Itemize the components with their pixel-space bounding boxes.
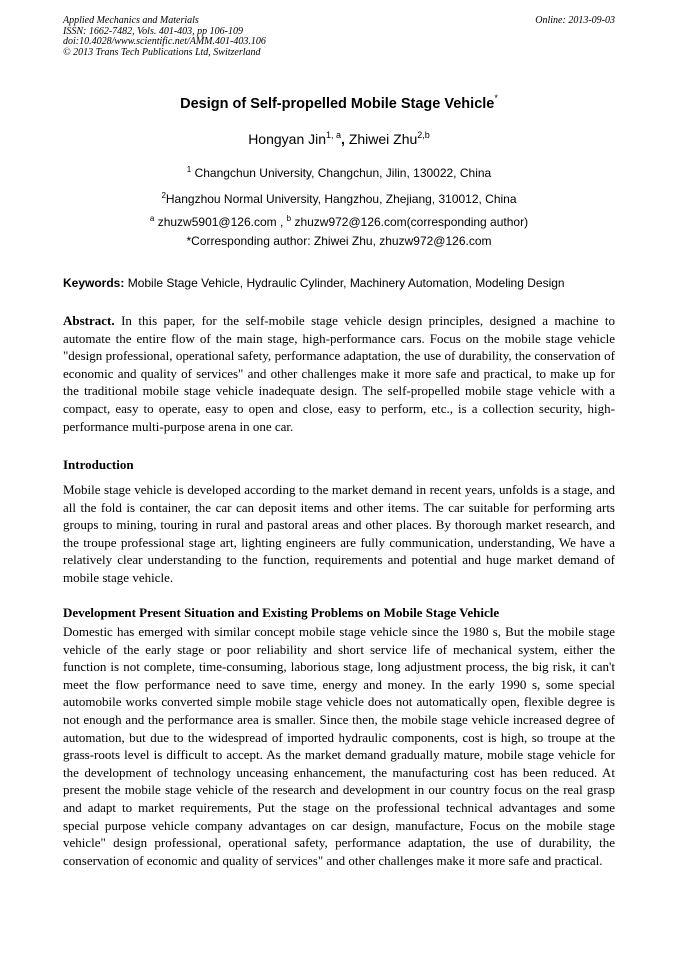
author-name: Hongyan Jin <box>248 131 327 147</box>
issn-line: ISSN: 1662-7482, Vols. 401-403, pp 106-109 <box>63 25 243 37</box>
journal-header <box>63 16 615 58</box>
abstract-label: Abstract. <box>63 313 115 328</box>
abstract-text: In this paper, for the self-mobile stage vehicle design principles, designed a machine to automate the entire flow of the main stage, high-performance cars. Focus on the mobile stage vehicle "design professional, operational safety, performance adaptation, the use of durability, the conservation of economic and quality of services" and other challenges make it more safe and practical, to make up for the traditional mobile stage vehicle inadequate design. The self-propelled mobile stage vehicle with a compact, easy to operate, easy to open and close, easy to perform, etc., is a collection security, high-performance multi-purpose arena in one car. <box>63 313 616 434</box>
affiliation-sup: 1 <box>186 165 192 174</box>
author-list <box>0 130 678 147</box>
email-sup-a: a <box>149 214 155 223</box>
email-line <box>0 214 678 229</box>
paper-title-text: Design of Self-propelled Mobile Stage Vehicle <box>180 96 495 112</box>
author-affil-sup: 2,b <box>417 130 430 140</box>
keywords-line <box>63 276 615 290</box>
paper-title <box>0 93 678 112</box>
introduction-body <box>63 481 615 587</box>
email-a: zhuzw5901@126.com , <box>157 215 284 229</box>
introduction-text: Mobile stage vehicle is developed according to the market demand in recent years, unfolds is a stage, and all the fold is container, the car can deposit items and other items. The car suitable for performing arts groups to mining, touring in rural and pastoral areas and other places. By thorough market research, and the troupe professional stage art, lighting engineers are fully communication, understanding, We have a relatively clear understanding to the function, requirements and potential and huge market demand of mobile stage vehicle. <box>63 482 615 585</box>
keywords-label: Keywords: <box>63 276 125 290</box>
affiliation-2 <box>0 191 678 206</box>
development-heading: Development Present Situation and Existing Problems on Mobile Stage Vehicle <box>63 605 500 620</box>
email-b: zhuzw972@126.com(corresponding author) <box>294 215 529 229</box>
title-footnote-mark: * <box>494 93 498 103</box>
journal-name: Applied Mechanics and Materials <box>63 15 199 26</box>
development-text: Domestic has emerged with similar concept mobile stage vehicle since the 1980 s, But the mobile stage vehicle of the early stage or poor reliability and short service life of mechanical system, either the function is not complete, time-consuming, laborious stage, long adjustment process, the big risk, it can't meet the flow performance need to save time, energy and money. In the early 1990 s, some special automobile works converted simple mobile stage vehicle does not automatically open, flexible degree is not enough and the performance area is smaller. Since then, the mobile stage vehicle increased degree of automation, but due to the widespread of imported hydraulic components, cost is high, so troupe at the grass-roots level is difficult to accept. As the market demand gradually mature, mobile stage vehicle for the development of technology unceasing enhancement, the manufacturing cost has been reduced. At present the mobile stage vehicle of the research and development in our country focus on the real grasp and adapt to market requirements, Put the stage on the professional technical advantages and some special purpose vehicle company advantages on car design, manufacture, Focus on the mobile stage vehicle" design professional, operational safety, performance adaptation, the use of durability, the conservation of economic and quality of services" and other challenges make it more safe and practical. <box>63 624 615 868</box>
introduction-heading: Introduction <box>63 457 134 472</box>
author-affil-sup: 1, a <box>326 130 342 140</box>
affiliation-text: Changchun University, Changchun, Jilin, 130022, China <box>194 166 492 180</box>
development-body <box>63 623 615 869</box>
corresponding-author: *Corresponding author: Zhiwei Zhu, zhuzw972@126.com <box>186 234 492 248</box>
abstract <box>63 312 615 435</box>
keywords-text: Mobile Stage Vehicle, Hydraulic Cylinder, Machinery Automation, Modeling Design <box>127 276 565 290</box>
online-date: Online: 2013-09-03 <box>535 15 615 26</box>
affiliation-text: Hangzhou Normal University, Hangzhou, Zhejiang, 310012, China <box>165 192 517 206</box>
affiliation-1 <box>0 165 678 180</box>
email-sup-b: b <box>286 214 292 223</box>
affiliation-sup: 2 <box>161 191 166 200</box>
author-name: Zhiwei Zhu <box>348 131 418 147</box>
copyright-line: © 2013 Trans Tech Publications Ltd, Switzerland <box>63 46 261 58</box>
doi-line: doi:10.4028/www.scientific.net/AMM.401-403.106 <box>63 36 266 48</box>
author-separator: , <box>341 131 345 147</box>
